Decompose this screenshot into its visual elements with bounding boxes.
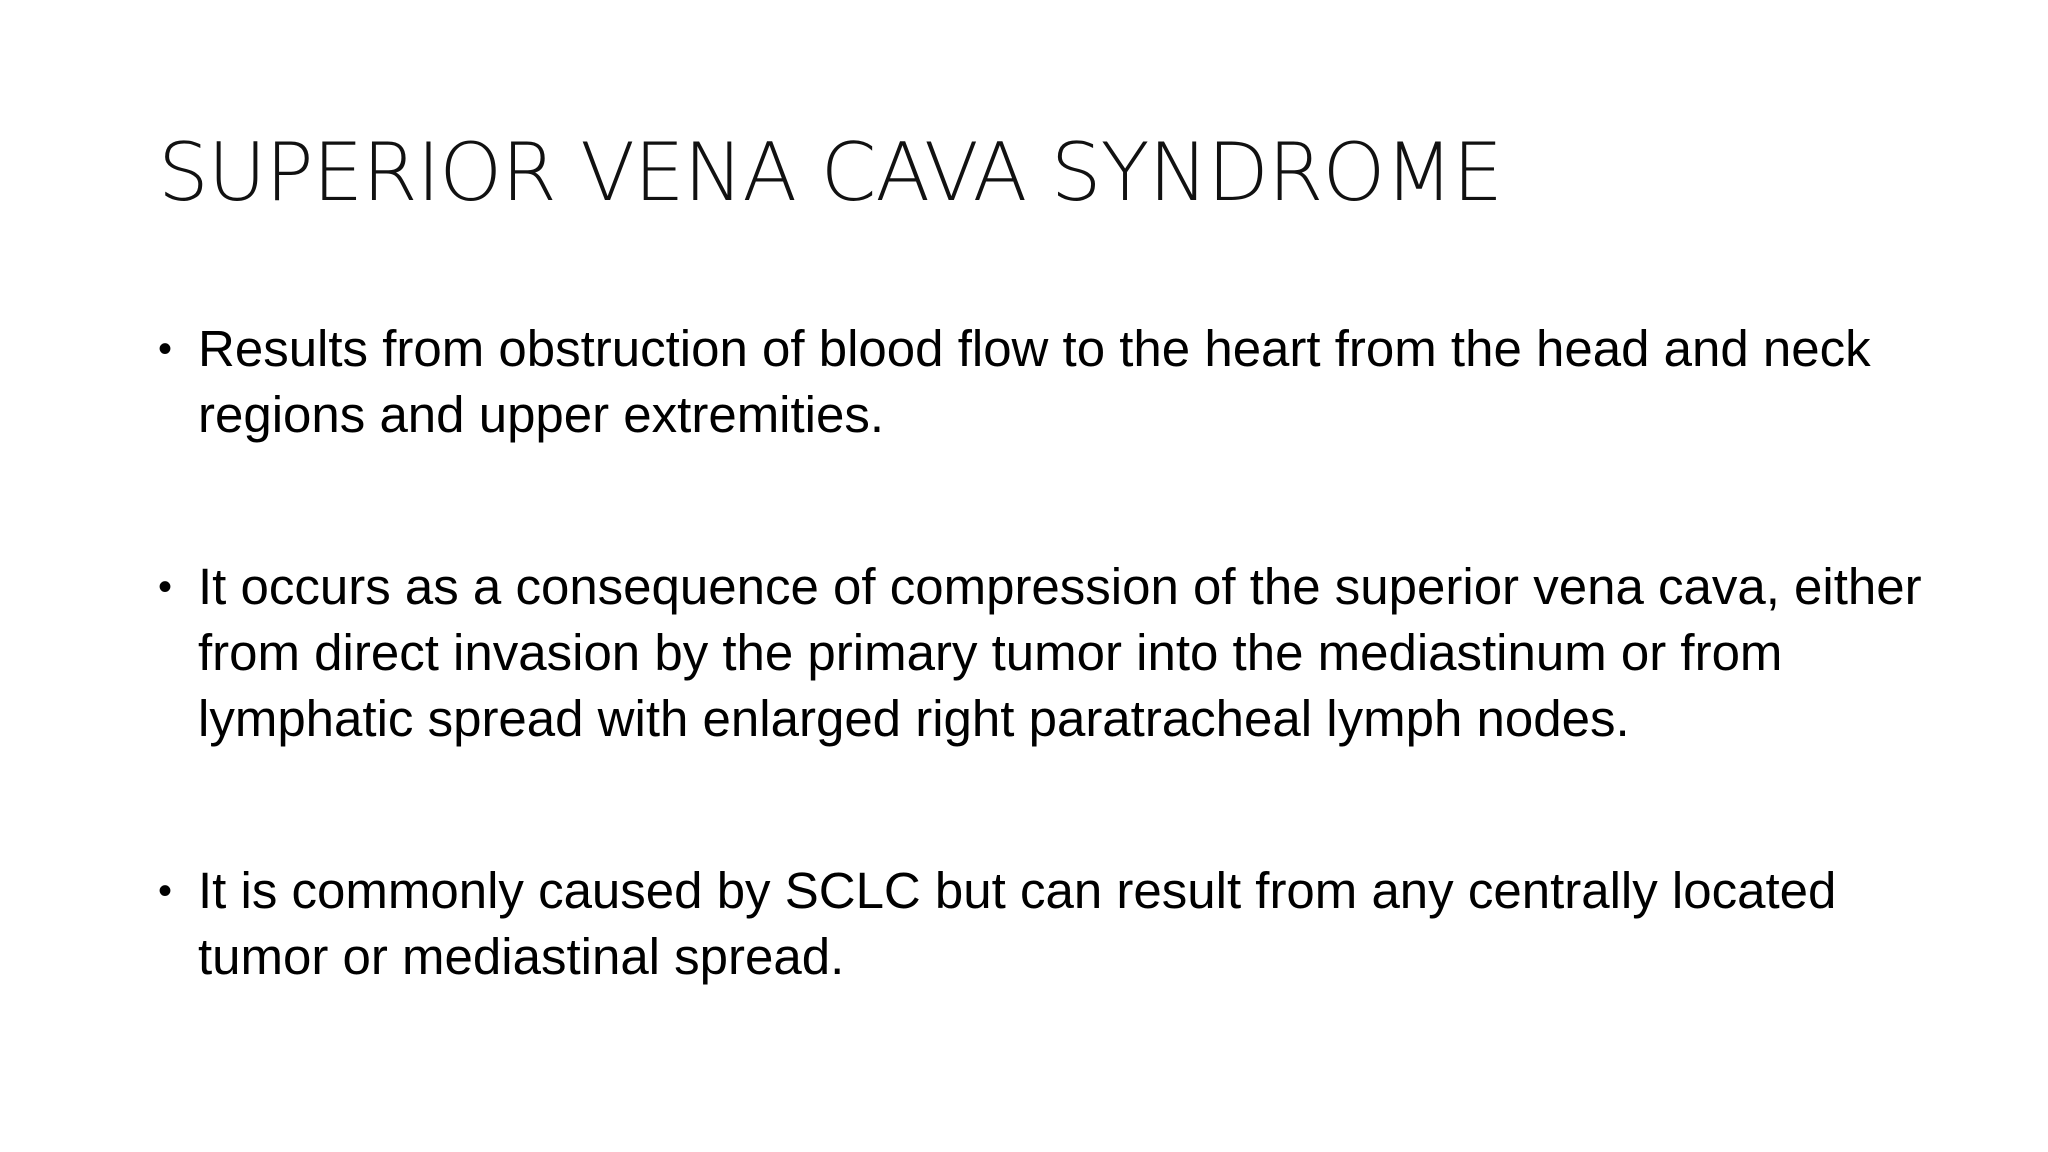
bullet-item-3 — [158, 858, 1958, 990]
bullet-point-icon: • — [158, 869, 173, 913]
bullet-point-icon: • — [158, 565, 173, 609]
bullet-text: Results from obstruction of blood flow to the heart from the head and neck regions and upper extremities. — [198, 320, 1871, 443]
bullet-list — [158, 316, 1958, 990]
bullet-text: It is commonly caused by SCLC but can result from any centrally located tumor or mediastinal spread. — [198, 862, 1837, 985]
bullet-text: It occurs as a consequence of compression of the superior vena cava, either from direct invasion by the primary tumor into the mediastinum or from lymphatic spread with enlarged right paratracheal lymph nodes. — [198, 558, 1922, 747]
slide-title: SUPERIOR VENA CAVA SYNDROME — [158, 126, 1503, 219]
bullet-item-1 — [158, 316, 1958, 448]
bullet-item-2 — [158, 554, 1958, 752]
bullet-point-icon: • — [158, 327, 173, 371]
